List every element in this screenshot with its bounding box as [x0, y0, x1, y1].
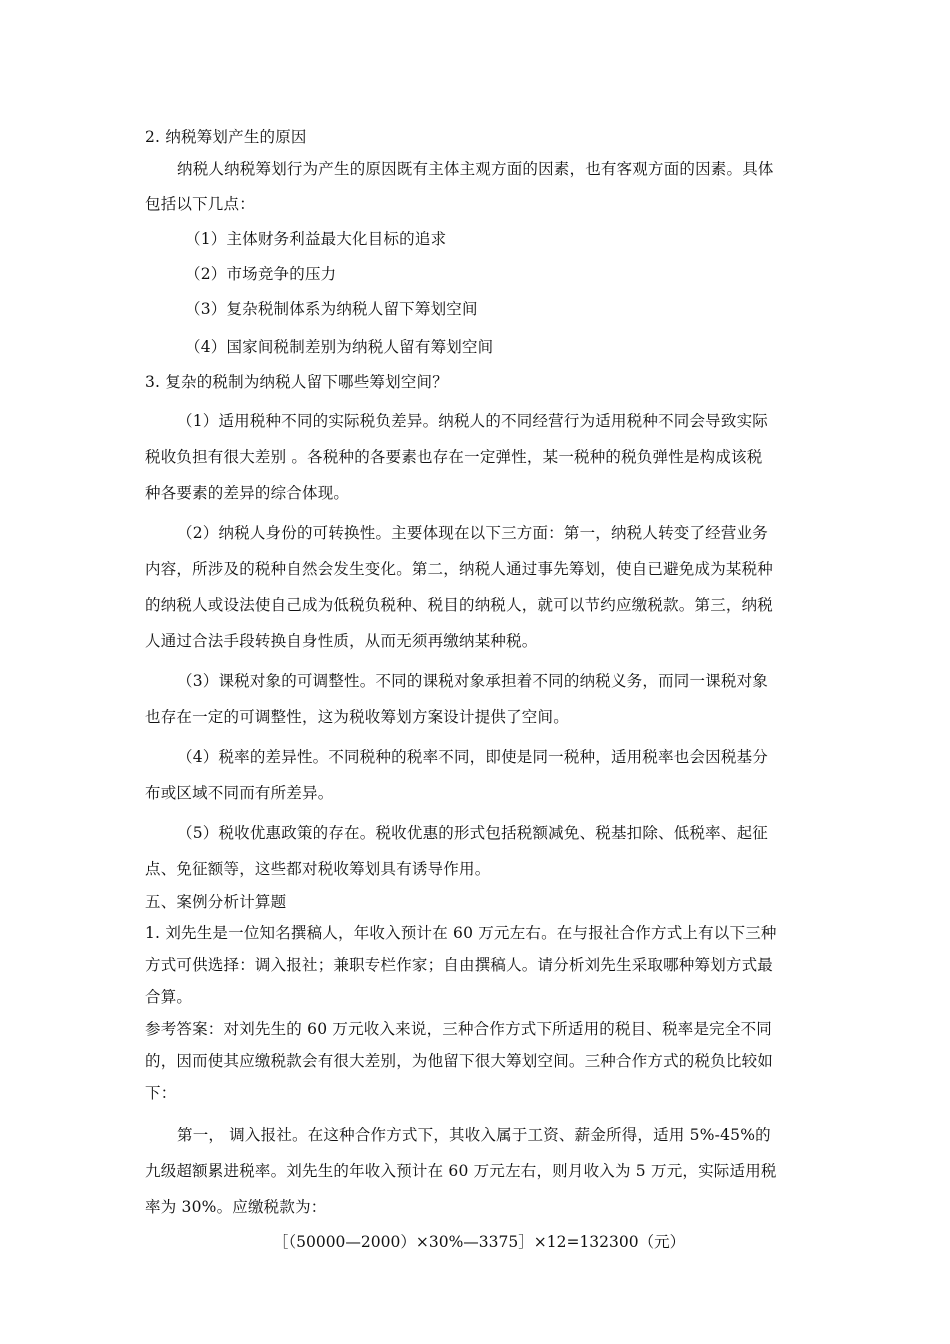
- section-3-point-2-line-3: 的纳税人或设法使自己成为低税负税种、税目的纳税人，就可以节约应缴税款。第三，纳税: [145, 596, 774, 614]
- section-3-point-1: [145, 403, 813, 511]
- case-question-1-line-3: 合算。: [145, 988, 193, 1006]
- tax-formula: ［（50000—2000）×30%—3375］×12=132300（元）: [272, 1233, 686, 1251]
- section-3-title: 3. 复杂的税制为纳税人留下哪些筹划空间？: [145, 373, 448, 391]
- section-2-item-1: （1）主体财务利益最大化目标的追求: [185, 230, 447, 248]
- reference-answer-line-3: 下：: [145, 1084, 177, 1102]
- document-page: [145, 122, 813, 1259]
- section-2-item-2: （2）市场竞争的压力: [185, 265, 337, 283]
- section-3-point-5-line-1: （5）税收优惠政策的存在。税收优惠的形式包括税额减免、税基扣除、低税率、起征: [177, 824, 768, 842]
- section-2-intro-line-1: 纳税人纳税筹划行为产生的原因既有主体主观方面的因素，也有客观方面的因素。具体: [177, 160, 774, 178]
- section-3-point-4-line-1: （4）税率的差异性。不同税种的税率不同，即使是同一税种，适用税率也会因税基分: [177, 748, 768, 766]
- section-3-point-3: [145, 663, 813, 735]
- section-3-point-2-line-1: （2）纳税人身份的可转换性。主要体现在以下三方面：第一，纳税人转变了经营业务: [177, 524, 768, 542]
- reference-answer-line-2: 的，因而使其应缴税款会有很大差别，为他留下很大筹划空间。三种合作方式的税负比较如: [145, 1052, 774, 1070]
- case-question-1: [145, 917, 813, 1013]
- case-question-1-line-1: 1. 刘先生是一位知名撰稿人，年收入预计在 60 万元左右。在与报社合作方式上有以下三种: [145, 924, 777, 942]
- section-3-point-4-line-2: 布或区域不同而有所差异。: [145, 784, 334, 802]
- reference-answer: [145, 1013, 813, 1109]
- section-3-point-4: [145, 739, 813, 811]
- section-2-item-3: （3）复杂税制体系为纳税人留下筹划空间: [185, 300, 478, 318]
- reference-answer-line-1: 参考答案：对刘先生的 60 万元收入来说，三种合作方式下所适用的税目、税率是完全不同: [145, 1020, 772, 1038]
- section-3-point-2-line-4: 人通过合法手段转换自身性质，从而无须再缴纳某种税。: [145, 632, 538, 650]
- section-3-point-5: [145, 815, 813, 887]
- option-1-line-2: 九级超额累进税率。刘先生的年收入预计在 60 万元左右，则月收入为 5 万元，实际适用税: [145, 1162, 777, 1180]
- section-2-item-4: （4）国家间税制差别为纳税人留有筹划空间: [185, 338, 494, 356]
- section-3-point-2-line-2: 内容，所涉及的税种自然会发生变化。第二，纳税人通过事先筹划，使自已避免成为某税种: [145, 560, 774, 578]
- section-2-title: 2. 纳税筹划产生的原因: [145, 128, 307, 146]
- section-3-point-1-line-2: 税收负担有很大差别 。各税种的各要素也存在一定弹性，某一税种的税负弹性是构成该税: [145, 448, 763, 466]
- section-3-point-1-line-3: 种各要素的差异的综合体现。: [145, 484, 350, 502]
- option-1-line-1: 第一， 调入报社。在这种合作方式下，其收入属于工资、薪金所得，适用 5%-45%的: [177, 1126, 771, 1144]
- section-2-intro-line-2: 包括以下几点：: [145, 195, 255, 213]
- section-3-point-3-line-2: 也存在一定的可调整性，这为税收筹划方案设计提供了空间。: [145, 708, 569, 726]
- option-1-transfer: [145, 1117, 813, 1225]
- section-3-point-1-line-1: （1）适用税种不同的实际税负差异。纳税人的不同经营行为适用税种不同会导致实际: [177, 412, 768, 430]
- section-2-intro: [145, 152, 813, 222]
- section-3-point-2: [145, 515, 813, 659]
- option-1-line-3: 率为 30%。应缴税款为：: [145, 1198, 327, 1216]
- section-5-title: 五、案例分析计算题: [145, 893, 287, 911]
- section-3-point-5-line-2: 点、免征额等，这些都对税收筹划具有诱导作用。: [145, 860, 491, 878]
- section-3-point-3-line-1: （3）课税对象的可调整性。不同的课税对象承担着不同的纳税义务，而同一课税对象: [177, 672, 768, 690]
- case-question-1-line-2: 方式可供选择：调入报社；兼职专栏作家；自由撰稿人。请分析刘先生采取哪种筹划方式最: [145, 956, 774, 974]
